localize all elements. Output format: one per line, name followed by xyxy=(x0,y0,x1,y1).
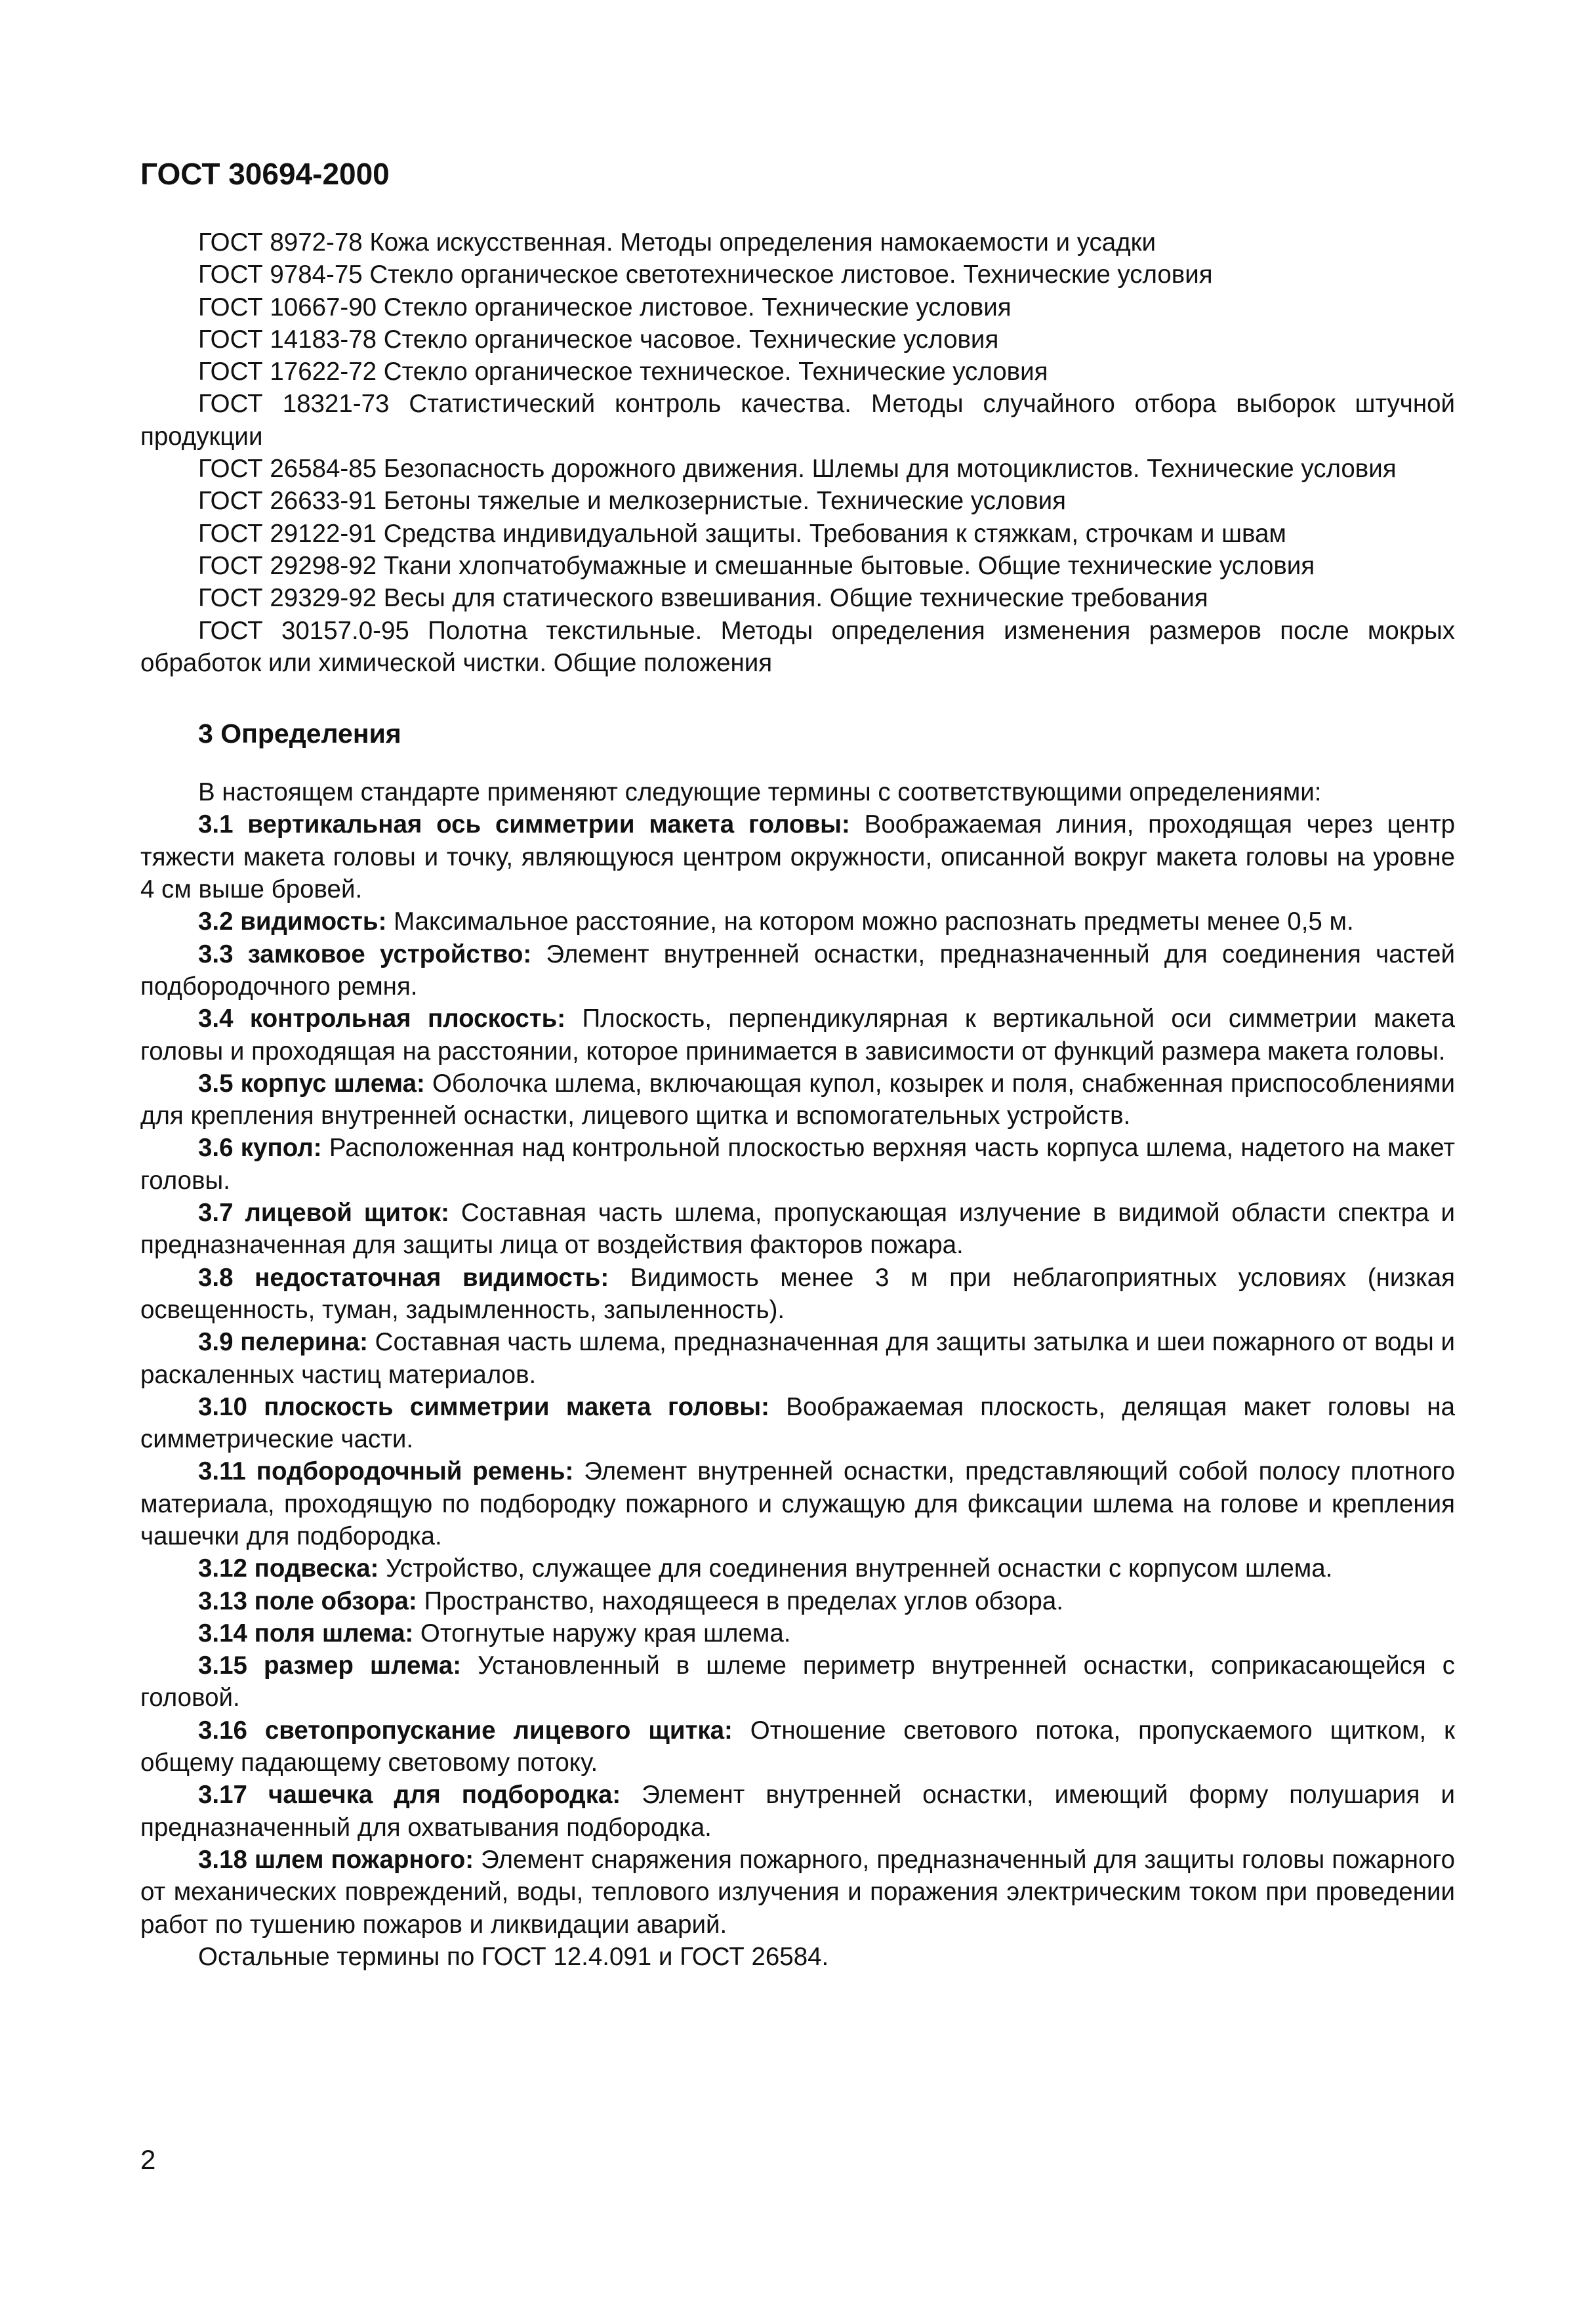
definition-text: Расположенная над контрольной плоскостью верхняя часть корпуса шлема, надетого на макет головы. xyxy=(140,1134,1455,1195)
definition-term: 3.5 корпус шлема: xyxy=(198,1069,425,1098)
document-header: ГОСТ 30694-2000 xyxy=(140,157,390,191)
definition-text: Составная часть шлема, предназначенная для защиты затылка и шеи пожарного от воды и раскаленных частиц материалов. xyxy=(140,1328,1456,1389)
definition-text: Пространство, находящееся в пределах углов обзора. xyxy=(417,1586,1063,1615)
definition-text: Воображаемая плоскость, делящая макет головы на симметрические части. xyxy=(140,1392,1455,1454)
definition-text: Максимальное расстояние, на котором можно распознать предметы менее 0,5 м. xyxy=(386,907,1354,936)
reference-item: ГОСТ 9784-75 Стекло органическое светотехническое листовое. Технические условия xyxy=(198,260,1213,289)
reference-item: ГОСТ 14183-78 Стекло органическое часовое. Технические условия xyxy=(198,325,999,354)
definition-item xyxy=(140,1585,1455,1617)
definition-text: Элемент внутренней оснастки, имеющий форму полушария и предназначенный для охватывания подбородка. xyxy=(140,1781,1455,1842)
definition-term: 3.17 чашечка для подбородка: xyxy=(198,1781,621,1810)
reference-item: ГОСТ 29122-91 Средства индивидуальной защиты. Требования к стяжкам, строчкам и швам xyxy=(198,519,1286,548)
definition-text: Отогнутые наружу края шлема. xyxy=(413,1619,791,1648)
definition-term: 3.4 контрольная плоскость: xyxy=(198,1005,566,1033)
definition-item xyxy=(140,1649,1455,1714)
definition-term: 3.15 размер шлема: xyxy=(198,1651,462,1680)
definition-item xyxy=(140,1552,1455,1585)
reference-item: ГОСТ 26584-85 Безопасность дорожного движения. Шлемы для мотоциклистов. Технические условия xyxy=(198,455,1397,484)
definition-term: 3.8 недостаточная видимость: xyxy=(198,1263,609,1292)
definition-text: Видимость менее 3 м при неблагоприятных условиях (низкая освещенность, туман, задымленность, запыленность). xyxy=(140,1263,1455,1324)
reference-item: ГОСТ 18321-73 Статистический контроль качества. Методы случайного отбора выборок штучной продукции xyxy=(140,390,1455,451)
definition-term: 3.12 подвеска: xyxy=(198,1554,379,1583)
definitions-list xyxy=(140,808,1455,1940)
section-title: 3 Определения xyxy=(198,718,401,749)
definition-term: 3.13 поле обзора: xyxy=(198,1586,417,1615)
definition-text: Плоскость, перпендикулярная к вертикальной оси симметрии макета головы и проходящая на расстоянии, которое принимается в зависимости от функций размера макета головы. xyxy=(140,1005,1455,1066)
definition-item xyxy=(140,1455,1455,1552)
section-intro: В настоящем стандарте применяют следующие термины с соответствующими определениями: xyxy=(198,778,1322,807)
definition-term: 3.6 купол: xyxy=(198,1134,322,1163)
definition-item xyxy=(140,938,1455,1003)
definition-item xyxy=(140,1326,1455,1391)
section-closing: Остальные термины по ГОСТ 12.4.091 и ГОСТ 26584. xyxy=(198,1942,829,1971)
definition-item xyxy=(140,1391,1455,1456)
reference-item: ГОСТ 8972-78 Кожа искусственная. Методы определения намокаемости и усадки xyxy=(198,228,1156,257)
definition-text: Элемент снаряжения пожарного, предназначенный для защиты головы пожарного от механических повреждений, воды, теплового излучения и поражения электрическим током при проведении работ по тушению пожаров и ликвидации аварий. xyxy=(140,1845,1455,1939)
definition-item xyxy=(140,1003,1455,1068)
definition-term: 3.10 плоскость симметрии макета головы: xyxy=(198,1392,769,1421)
document-body xyxy=(140,226,1455,1973)
definition-text: Установленный в шлеме периметр внутренней оснастки, соприкасающейся с головой. xyxy=(140,1651,1455,1712)
definition-term: 3.3 замковое устройство: xyxy=(198,940,532,968)
definition-text: Устройство, служащее для соединения внутренней оснастки с корпусом шлема. xyxy=(379,1554,1333,1583)
definition-item xyxy=(140,1844,1455,1941)
definition-term: 3.2 видимость: xyxy=(198,907,387,936)
definition-text: Отношение светового потока, пропускаемого щитком, к общему падающему световому потоку. xyxy=(140,1716,1455,1777)
normative-references-list xyxy=(140,226,1455,679)
definition-term: 3.9 пелерина: xyxy=(198,1328,368,1357)
definition-term: 3.18 шлем пожарного: xyxy=(198,1845,474,1874)
definition-text: Воображаемая линия, проходящая через центр тяжести макета головы и точку, являющуюся центром окружности, описанной вокруг макета головы на уровне 4 см выше бровей. xyxy=(140,810,1455,904)
definition-item xyxy=(140,808,1455,905)
definition-item xyxy=(140,1714,1455,1779)
definition-item xyxy=(140,905,1455,938)
definition-text: Оболочка шлема, включающая купол, козырек и поля, снабженная приспособлениями для крепления внутренней оснастки, лицевого щитка и вспомогательных устройств. xyxy=(140,1069,1455,1130)
reference-item: ГОСТ 10667-90 Стекло органическое листовое. Технические условия xyxy=(198,293,1012,321)
definition-term: 3.1 вертикальная ось симметрии макета головы: xyxy=(198,810,850,839)
definition-term: 3.11 подбородочный ремень: xyxy=(198,1457,574,1486)
definition-item xyxy=(140,1132,1455,1197)
definition-term: 3.14 поля шлема: xyxy=(198,1619,414,1648)
definition-item xyxy=(140,1617,1455,1649)
definition-text: Элемент внутренней оснастки, представляющий собой полосу плотного материала, проходящую по подбородку пожарного и служащую для фиксации шлема на голове и крепления чашечки для подбородка. xyxy=(140,1457,1455,1550)
definition-text: Элемент внутренней оснастки, предназначенный для соединения частей подбородочного ремня. xyxy=(140,940,1455,1001)
reference-item: ГОСТ 30157.0-95 Полотна текстильные. Методы определения изменения размеров после мокрых обработок или химической чистки. Общие положения xyxy=(140,616,1455,677)
definition-term: 3.7 лицевой щиток: xyxy=(198,1199,449,1228)
reference-item: ГОСТ 29329-92 Весы для статического взвешивания. Общие технические требования xyxy=(198,584,1208,613)
definition-text: Составная часть шлема, пропускающая излучение в видимой области спектра и предназначенная для защиты лица от воздействия факторов пожара. xyxy=(140,1199,1455,1260)
definition-item xyxy=(140,1197,1455,1262)
definition-item xyxy=(140,1068,1455,1132)
reference-item: ГОСТ 17622-72 Стекло органическое техническое. Технические условия xyxy=(198,358,1048,386)
definition-term: 3.16 светопропускание лицевого щитка: xyxy=(198,1716,733,1745)
definition-item xyxy=(140,1262,1455,1327)
definition-item xyxy=(140,1779,1455,1844)
page-number: 2 xyxy=(140,2144,156,2175)
reference-item: ГОСТ 26633-91 Бетоны тяжелые и мелкозернистые. Технические условия xyxy=(198,487,1067,516)
reference-item: ГОСТ 29298-92 Ткани хлопчатобумажные и смешанные бытовые. Общие технические условия xyxy=(198,551,1315,580)
